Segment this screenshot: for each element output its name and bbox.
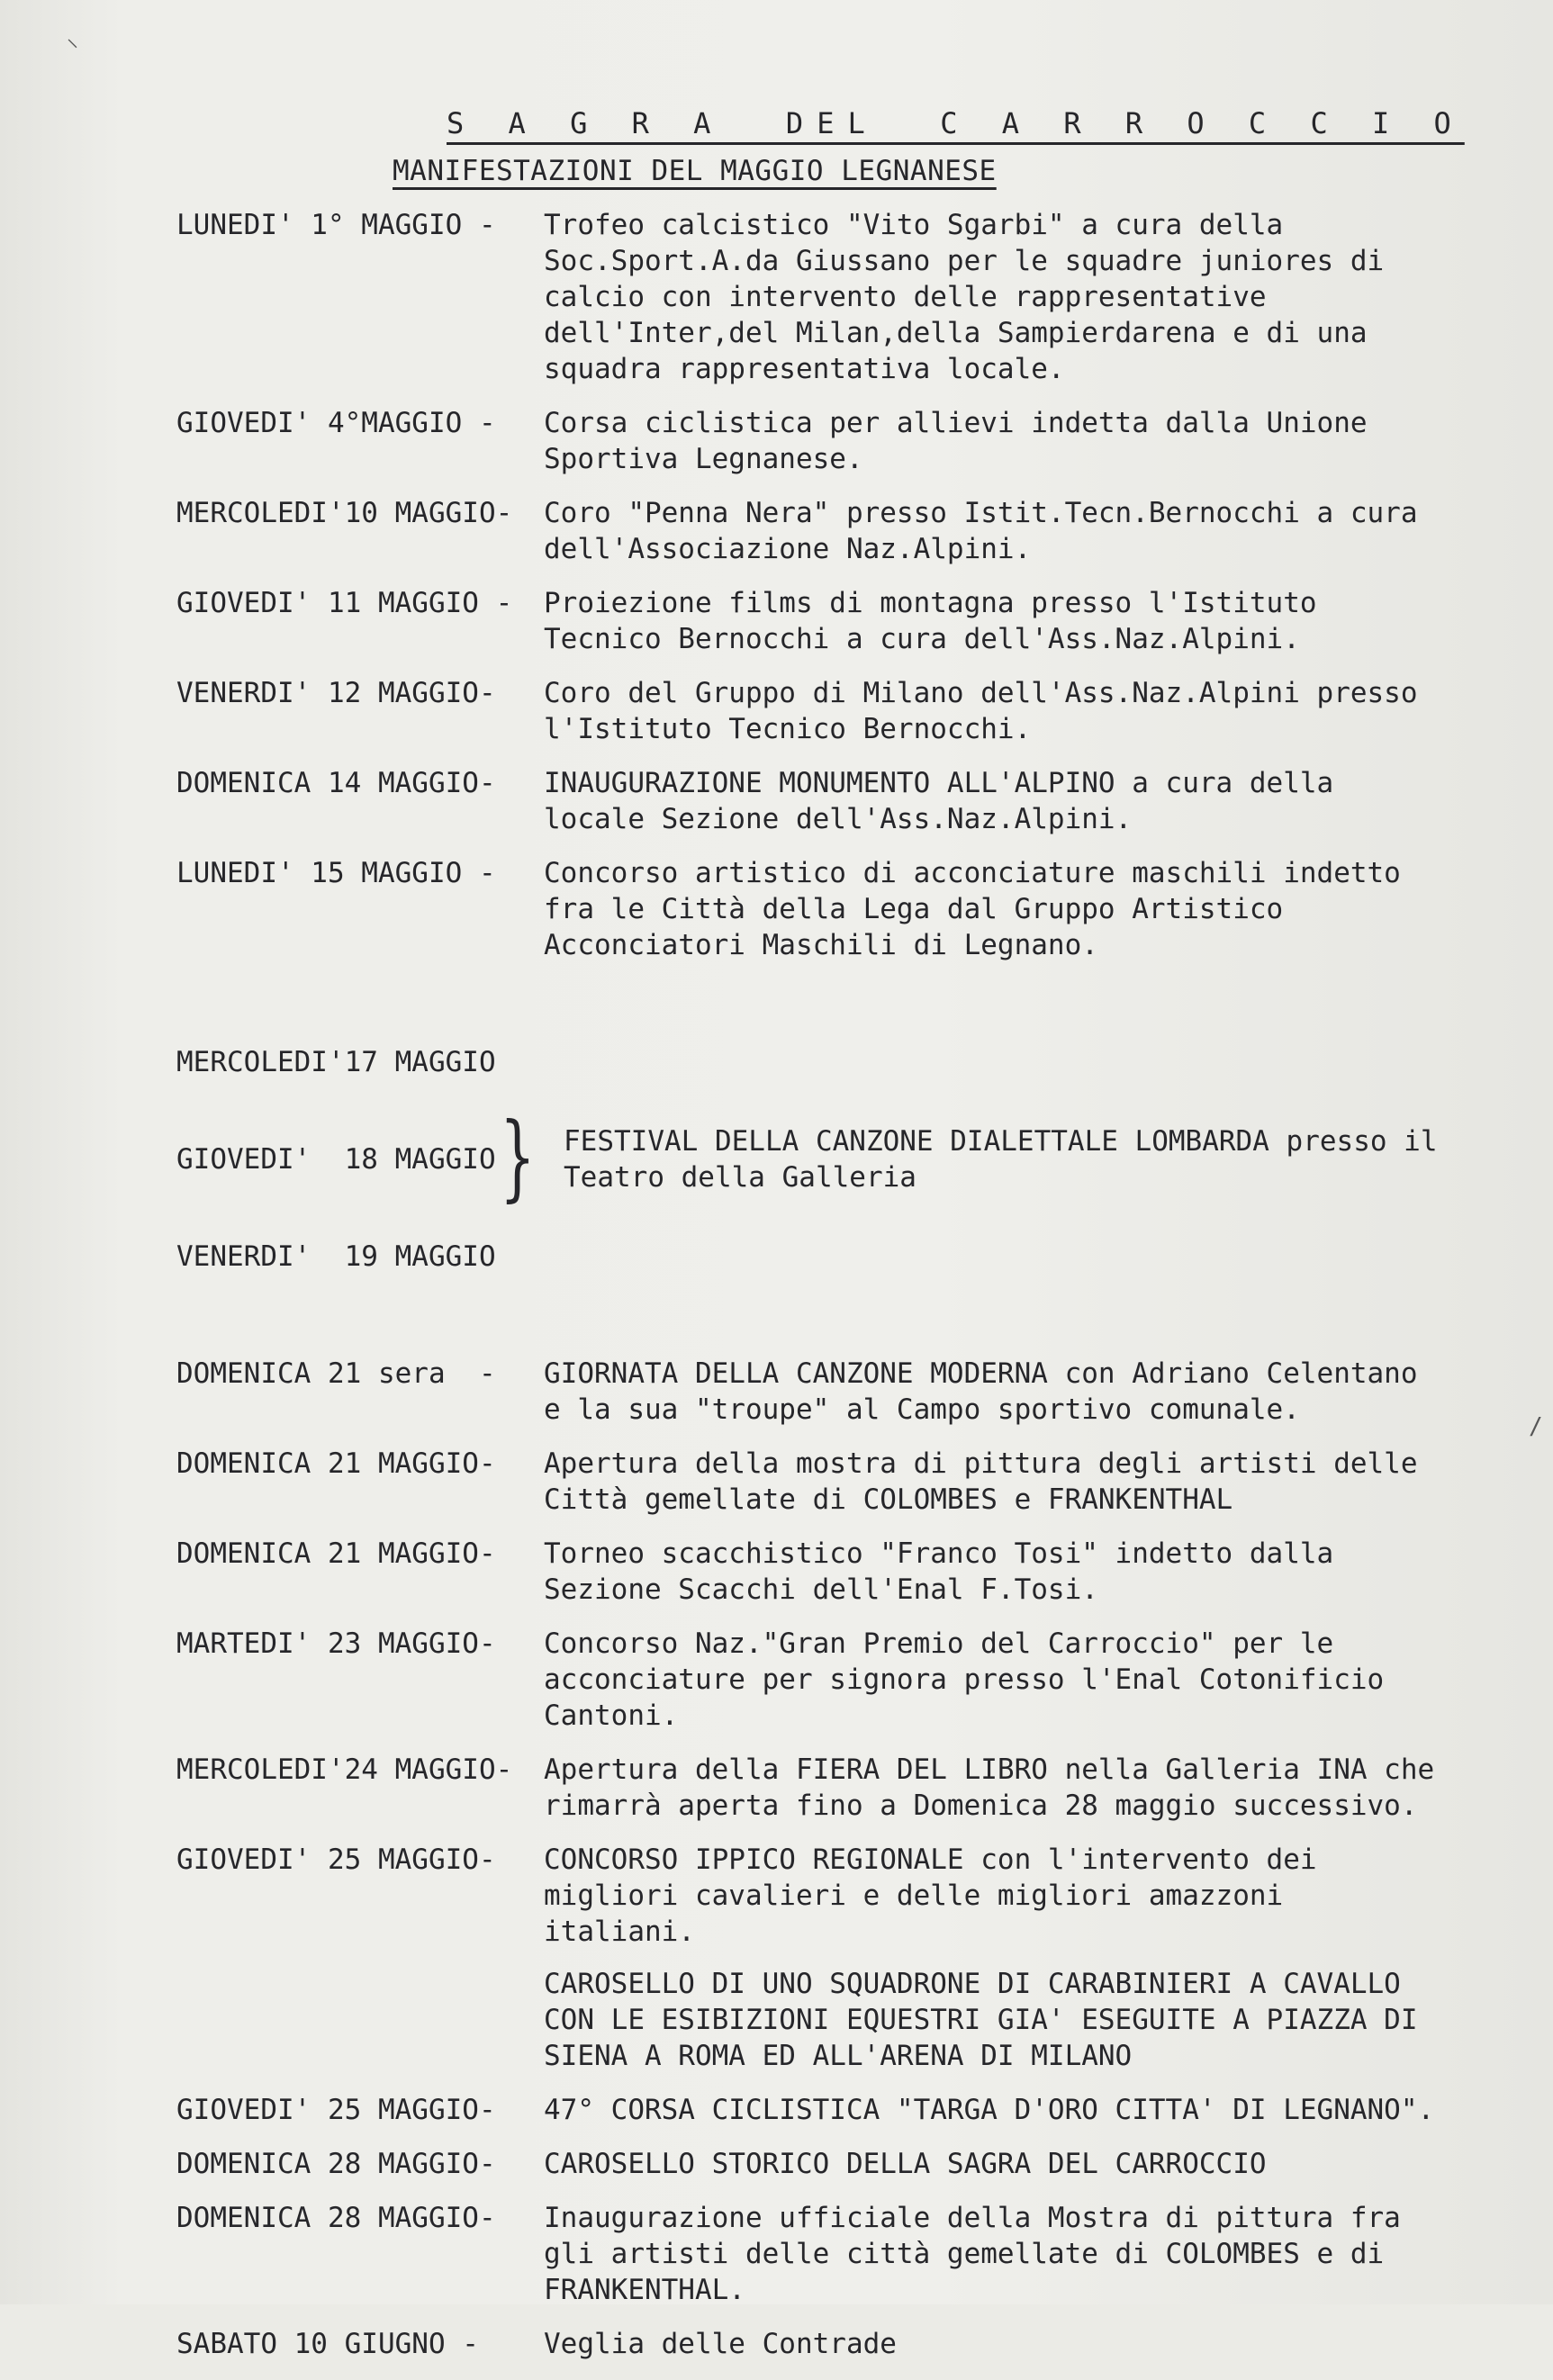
event-description: Concorso artistico di acconciature maschili indetto fra le Città della Lega dal Gruppo Artistico Acconciatori Maschili di Legnano. xyxy=(544,857,1401,961)
event-description: Inaugurazione ufficiale della Mostra di pittura fra gli artisti delle città gemellate di COLOMBES e di FRANKENTHAL. xyxy=(544,2202,1401,2306)
event-list xyxy=(176,207,1473,2380)
event-description: Trofeo calcistico "Vito Sgarbi" a cura della Soc.Sport.A.da Giussano per le squadre juniores di calcio con intervento delle rappresentative dell'Inter,del Milan,della Sampierdarena e di una squadra rappresentativa locale. xyxy=(544,209,1385,385)
event-description: Coro "Penna Nera" presso Istit.Tecn.Bernocchi a cura dell'Associazione Naz.Alpini. xyxy=(544,497,1418,565)
event-entry xyxy=(176,2200,1473,2308)
event-description: Corsa ciclistica per allievi indetta dalla Unione Sportiva Legnanese. xyxy=(544,407,1368,475)
event-description: Torneo scacchistico "Franco Tosi" indetto dalla Sezione Scacchi dell'Enal F.Tosi. xyxy=(544,1537,1334,1606)
festival-date: GIOVEDI' 18 MAGGIO xyxy=(176,1143,496,1176)
event-description: GIORNATA DELLA CANZONE MODERNA con Adriano Celentano e la sua "troupe" al Campo sportivo comunale. xyxy=(544,1357,1418,1426)
event-entry xyxy=(176,675,1473,747)
event-entry xyxy=(176,1536,1473,1608)
event-date: VENERDI' 12 MAGGIO- xyxy=(176,677,496,709)
event-entry xyxy=(176,1446,1473,1518)
event-date: GIOVEDI' 25 MAGGIO- xyxy=(176,1844,496,1876)
event-entry xyxy=(176,765,1473,837)
event-date: DOMENICA 21 MAGGIO- xyxy=(176,1537,496,1570)
event-description: Apertura della FIERA DEL LIBRO nella Galleria INA che rimarrà aperta fino a Domenica 28 maggio successivo. xyxy=(544,1753,1435,1822)
event-entry xyxy=(176,2146,1473,2182)
event-entry xyxy=(176,207,1473,387)
festival-date: MERCOLEDI'17 MAGGIO xyxy=(176,1046,496,1078)
brace-glyph: } xyxy=(499,1102,536,1212)
document-subtitle: MANIFESTAZIONI DEL MAGGIO LEGNANESE xyxy=(393,155,997,187)
festival-dates xyxy=(176,981,544,1338)
event-date: DOMENICA 28 MAGGIO- xyxy=(176,2148,496,2180)
event-entry xyxy=(176,2092,1473,2128)
event-date: SABATO 10 GIUGNO - xyxy=(176,2328,479,2360)
event-entry xyxy=(176,1626,1473,1734)
event-description: Coro del Gruppo di Milano dell'Ass.Naz.Alpini presso l'Istituto Tecnico Bernocchi. xyxy=(544,677,1418,745)
event-date: GIOVEDI' 11 MAGGIO - xyxy=(176,587,513,619)
event-entry xyxy=(176,855,1473,963)
event-description: Concorso Naz."Gran Premio del Carroccio" per le acconciature per signora presso l'Enal Cotonificio Cantoni. xyxy=(544,1627,1385,1732)
festival-entry xyxy=(176,981,1473,1338)
event-description: Apertura della mostra di pittura degli artisti delle Città gemellate di COLOMBES e FRANKENTHAL xyxy=(544,1447,1418,1516)
event-date: LUNEDI' 1° MAGGIO - xyxy=(176,209,496,241)
event-entry xyxy=(176,495,1473,567)
event-date: DOMENICA 21 MAGGIO- xyxy=(176,1447,496,1480)
event-date: MERCOLEDI'10 MAGGIO- xyxy=(176,497,513,529)
event-description: FESTIVAL DELLA CANZONE DIALETTALE LOMBARDA presso il Teatro della Galleria xyxy=(564,1125,1438,1194)
paper-mark: ⸌ xyxy=(67,35,79,62)
document-title: S A G R A DEL C A R R O C C I O xyxy=(447,106,1465,140)
event-entry xyxy=(176,2326,1473,2362)
paper-mark: / xyxy=(1529,1413,1543,1440)
event-description-extra: CAROSELLO DI UNO SQUADRONE DI CARABINIERI A CAVALLO CON LE ESIBIZIONI EQUESTRI GIA' ESEGUITE A PIAZZA DI SIENA A ROMA ED ALL'ARENA DI MILANO xyxy=(544,1968,1418,2072)
event-date: GIOVEDI' 4°MAGGIO - xyxy=(176,407,496,439)
event-entry xyxy=(176,585,1473,657)
event-entry xyxy=(176,1356,1473,1428)
event-entry xyxy=(176,1752,1473,1824)
event-description: Proiezione films di montagna presso l'Istituto Tecnico Bernocchi a cura dell'Ass.Naz.Alpini. xyxy=(544,587,1317,655)
event-date: MERCOLEDI'24 MAGGIO- xyxy=(176,1753,513,1786)
event-entry xyxy=(176,1842,1473,2074)
event-date: DOMENICA 21 sera - xyxy=(176,1357,496,1390)
event-description: 47° CORSA CICLISTICA "TARGA D'ORO CITTA' DI LEGNANO". xyxy=(544,2094,1435,2126)
event-date: DOMENICA 14 MAGGIO- xyxy=(176,767,496,799)
event-date: LUNEDI' 15 MAGGIO - xyxy=(176,857,496,889)
event-description: INAUGURAZIONE MONUMENTO ALL'ALPINO a cura della locale Sezione dell'Ass.Naz.Alpini. xyxy=(544,767,1334,835)
event-description: Veglia delle Contrade xyxy=(544,2328,897,2360)
event-description: CAROSELLO STORICO DELLA SAGRA DEL CARROCCIO xyxy=(544,2148,1267,2180)
event-entry xyxy=(176,405,1473,477)
event-date: GIOVEDI' 25 MAGGIO- xyxy=(176,2094,496,2126)
event-date: MARTEDI' 23 MAGGIO- xyxy=(176,1627,496,1660)
event-description: CONCORSO IPPICO REGIONALE con l'intervento dei migliori cavalieri e delle migliori amazzoni italiani. CAROSELLO DI UNO SQUADRONE DI CARABINIERI A CAVALLO CON LE ESIBIZIONI EQUESTRI GIA' ESEGUITE A PIAZZA DI SIENA A ROMA ED ALL'ARENA DI MILANO xyxy=(544,1842,1444,2074)
event-date: DOMENICA 28 MAGGIO- xyxy=(176,2202,496,2234)
festival-date: VENERDI' 19 MAGGIO xyxy=(176,1240,496,1273)
